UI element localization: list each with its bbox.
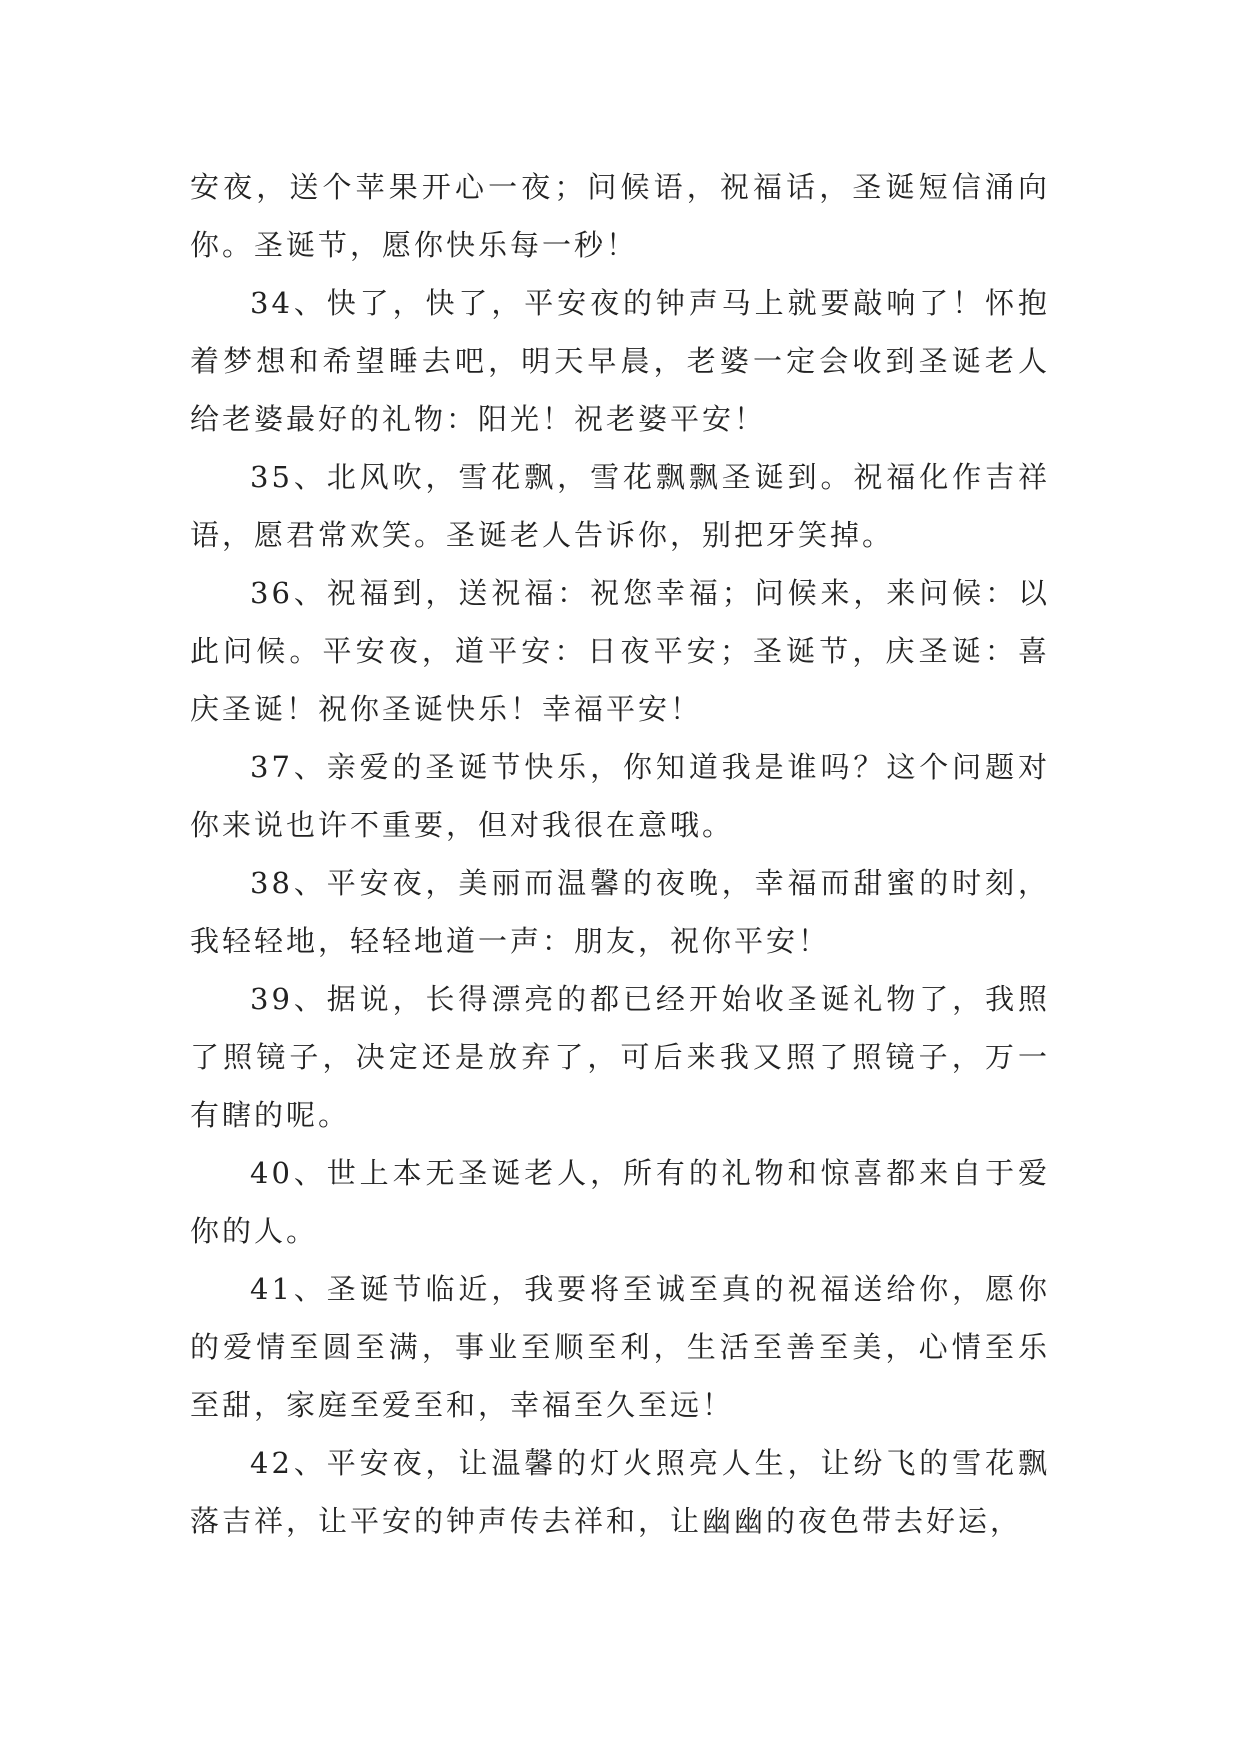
paragraph-0: 安夜，送个苹果开心一夜；问候语，祝福话，圣诞短信涌向你。圣诞节，愿你快乐每一秒！ — [190, 170, 1050, 262]
paragraph-39: 39、据说，长得漂亮的都已经开始收圣诞礼物了，我照了照镜子，决定还是放弃了，可后来我又照了照镜子，万一有瞎的呢。 — [190, 982, 1050, 1132]
paragraph-38: 38、平安夜，美丽而温馨的夜晚，幸福而甜蜜的时刻，我轻轻地，轻轻地道一声：朋友，祝你平安！ — [190, 866, 1050, 958]
paragraph-42: 42、平安夜，让温馨的灯火照亮人生，让纷飞的雪花飘落吉祥，让平安的钟声传去祥和，让幽幽的夜色带去好运， — [190, 1446, 1050, 1538]
paragraph-40: 40、世上本无圣诞老人，所有的礼物和惊喜都来自于爱你的人。 — [190, 1156, 1050, 1248]
document-body — [190, 158, 1050, 1550]
paragraph-34: 34、快了，快了，平安夜的钟声马上就要敲响了！怀抱着梦想和希望睡去吧，明天早晨，老婆一定会收到圣诞老人给老婆最好的礼物：阳光！祝老婆平安！ — [190, 286, 1050, 436]
paragraph-41: 41、圣诞节临近，我要将至诚至真的祝福送给你，愿你的爱情至圆至满，事业至顺至利，生活至善至美，心情至乐至甜，家庭至爱至和，幸福至久至远！ — [190, 1272, 1050, 1422]
paragraph-36: 36、祝福到，送祝福：祝您幸福；问候来，来问候：以此问候。平安夜，道平安：日夜平安；圣诞节，庆圣诞：喜庆圣诞！祝你圣诞快乐！幸福平安！ — [190, 576, 1050, 726]
paragraph-37: 37、亲爱的圣诞节快乐，你知道我是谁吗？这个问题对你来说也许不重要，但对我很在意哦。 — [190, 750, 1050, 842]
paragraph-35: 35、北风吹，雪花飘，雪花飘飘圣诞到。祝福化作吉祥语，愿君常欢笑。圣诞老人告诉你，别把牙笑掉。 — [190, 460, 1050, 552]
